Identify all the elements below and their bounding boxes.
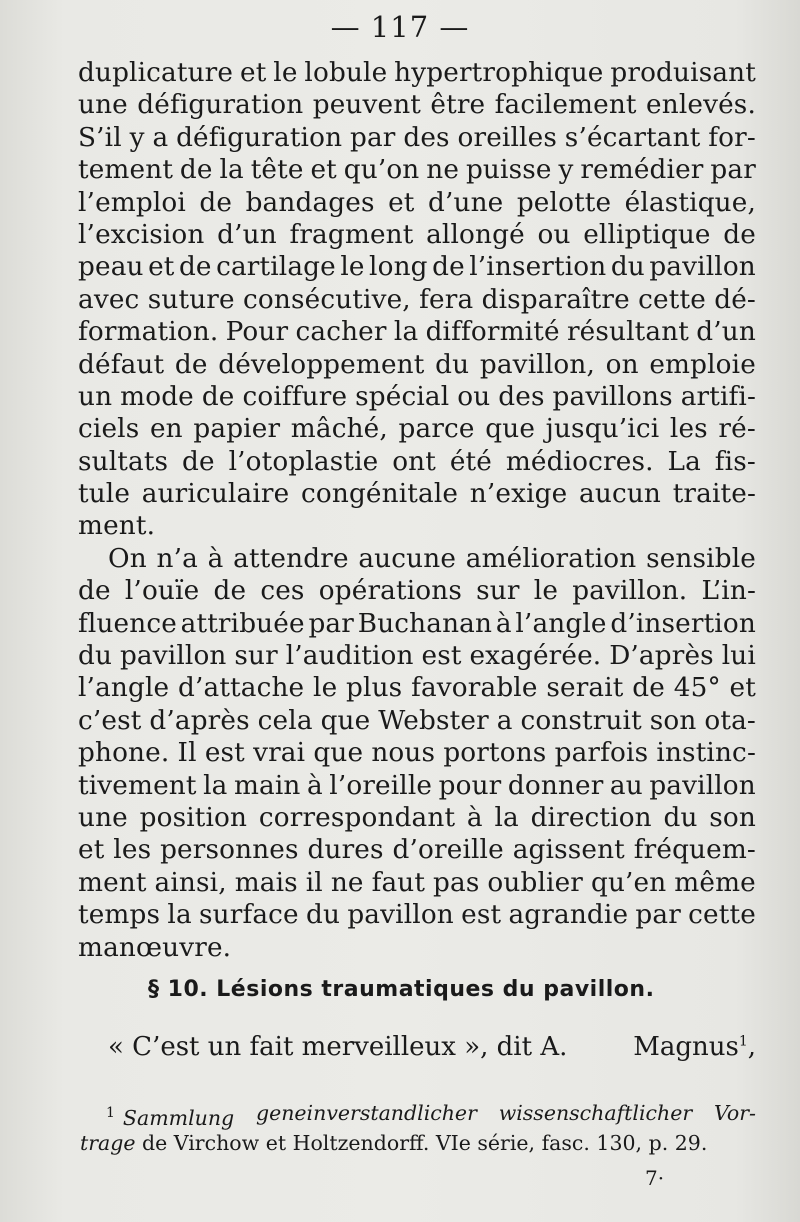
footnote-line-1: $^1$ Sammlung geneinverstandlicher wissenschaftlicher Vor- bbox=[106, 1101, 756, 1130]
quote-text-right: Magnus$^1$, bbox=[633, 1032, 756, 1062]
text-line: une défiguration peuvent être facilement enlevés. bbox=[78, 90, 756, 121]
text-line: un mode de coiffure spécial ou des pavillons artifi- bbox=[78, 381, 756, 412]
footnote-line-2 bbox=[80, 1128, 756, 1158]
quote-line bbox=[108, 1032, 756, 1062]
text-line: l’emploi de bandages et d’une pelotte élastique, bbox=[78, 187, 756, 218]
body-text bbox=[78, 57, 756, 964]
footnote-ref: 1 bbox=[738, 1033, 748, 1050]
text-line: formation. Pour cacher la difformité résultant d’un bbox=[78, 317, 756, 348]
text-line: c’est d’après cela que Webster a construit son ota- bbox=[78, 705, 756, 736]
text-line: défaut de développement du pavillon, on emploie bbox=[78, 349, 756, 380]
text-line: peau et de cartilage le long de l’insertion du pavillon bbox=[78, 252, 756, 283]
text-line: tement de la tête et qu’on ne puisse y remédier par bbox=[78, 155, 756, 186]
paragraph-1 bbox=[78, 57, 756, 543]
text-line: S’il y a défiguration par des oreilles s’écartant for- bbox=[78, 122, 756, 153]
quote-text-left: « C’est un fait merveilleux », dit A. bbox=[108, 1032, 568, 1062]
text-line: duplicature et le lobule hypertrophique produisant bbox=[78, 58, 756, 88]
footnote-marker: 1 bbox=[106, 1105, 115, 1121]
text-line: l’angle d’attache le plus favorable serait de 45° et bbox=[78, 673, 756, 704]
text-line: temps la surface du pavillon est agrandie par cette bbox=[78, 900, 756, 931]
text-line: manœuvre. bbox=[78, 932, 232, 963]
text-line: l’excision d’un fragment allongé ou elliptique de bbox=[78, 219, 756, 250]
text-line: du pavillon sur l’audition est exagérée. D’après lui bbox=[78, 641, 756, 672]
text-line: fluence attribuée par Buchanan à l’angle d’insertion bbox=[78, 608, 756, 639]
text-line: tule auriculaire congénitale n’exige aucun traite- bbox=[78, 479, 756, 510]
text-line: tivement la main à l’oreille pour donner au pavillon bbox=[78, 770, 756, 801]
footnote-italic-2: trage bbox=[80, 1131, 136, 1155]
page-number: — 117 — bbox=[330, 10, 470, 44]
text-line: phone. Il est vrai que nous portons parfois instinc- bbox=[78, 738, 756, 769]
text-line: et les personnes dures d’oreille agissent fréquem- bbox=[78, 835, 756, 866]
text-line: On n’a à attendre aucune amélioration sensible bbox=[108, 543, 756, 574]
text-line: une position correspondant à la direction du son bbox=[78, 802, 756, 833]
footnote bbox=[80, 1098, 756, 1158]
paragraph-2 bbox=[78, 543, 756, 964]
text-line: sultats de l’otoplastie ont été médiocres. La fis- bbox=[78, 446, 756, 477]
text-line: avec suture consécutive, fera disparaître cette dé- bbox=[78, 284, 756, 315]
text-line: ciels en papier mâché, parce que jusqu’ici les ré- bbox=[78, 414, 756, 445]
footnote-rest: de Virchow et Holtzendorff. VIe série, fasc. 130, p. 29. bbox=[135, 1131, 708, 1155]
text-line: ment. bbox=[78, 511, 156, 542]
text-line: de l’ouïe de ces opérations sur le pavillon. L’in- bbox=[78, 576, 756, 607]
section-heading: § 10. Lésions traumatiques du pavillon. bbox=[148, 977, 655, 1002]
signature-mark: 7· bbox=[645, 1166, 665, 1190]
text-line: ment ainsi, mais il ne faut pas oublier qu’en même bbox=[78, 867, 756, 898]
